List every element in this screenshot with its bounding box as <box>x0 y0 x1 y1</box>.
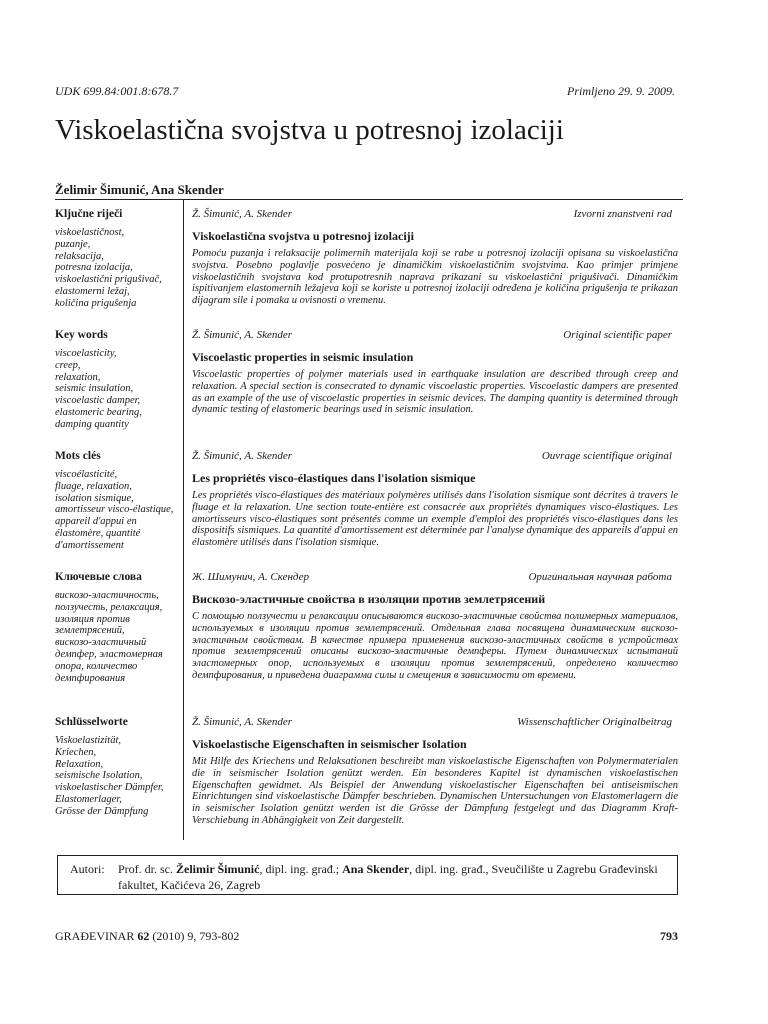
keyword: élastomère, quantité <box>55 527 141 539</box>
keywords-ru <box>55 571 175 684</box>
keyword: viskoelastičnost, <box>55 227 125 238</box>
keyword: elastomeric bearing, <box>55 406 142 418</box>
keywords-title: Schlüsselworte <box>55 716 128 728</box>
authors-label: Autori: <box>70 862 105 876</box>
section-abstract: Mit Hilfe des Kriechens und Relaksationen beschreibt man viskoelastische Eigenschaften von Polymermaterialen die in seismischer Isolation genützt werden. Ein besonderes Kapitel ist dynamischen viskoelastischen Eigenschaften gewidmet. Als Beispiel der Anwendung viskoelastischer Eigenschaften bei antiseismischen Einrichtungen sind viskoelastische Dämpfer beschrieben. Dynamischen Untersuchungen von Elastomerlagern die in seismischer Isolation genützt werden ist die Grösse der Dämpfung festgelegt und das Diagramm Kraft- Verschiebung in Abhängigkeit von Zeit dargestellt. <box>192 756 678 826</box>
keyword: viskoelastični prigušivač, <box>55 274 162 286</box>
section-title: Viskoelastische Eigenschaften in seismischer Isolation <box>192 737 467 751</box>
section-meta <box>192 208 678 222</box>
section-authors: Ž. Šimunić, A. Skender <box>192 716 293 728</box>
section-title: Вискозо-эластичные свойства в изоляции против землетрясений <box>192 592 546 606</box>
paper-title: Viskoelastična svojstva u potresnoj izolaciji <box>55 114 564 146</box>
keyword: amortisseur visco-élastique, <box>55 504 174 516</box>
author-affiliation <box>118 861 667 893</box>
keyword: вискозо-эластичный <box>55 637 147 649</box>
section-meta <box>192 716 678 730</box>
keywords-de <box>55 716 175 818</box>
paper-authors: Želimir Šimunić, Ana Skender <box>55 182 224 197</box>
keyword: viscoélasticité, <box>55 469 118 480</box>
keyword: Elastomerlager, <box>55 793 122 805</box>
paper-type: Original scientific paper <box>563 329 672 341</box>
keywords-hr <box>55 208 175 310</box>
author1-title: Prof. dr. sc. <box>118 862 173 876</box>
keyword: elastomerni ležaj, <box>55 285 130 297</box>
keyword: Viskoelastizität, <box>55 735 122 746</box>
section-meta <box>192 329 678 343</box>
paper-type: Ouvrage scientifique original <box>541 450 672 462</box>
header-row <box>55 84 675 98</box>
author2-affiliation: , dipl. ing. građ., Sveučilište u Zagrebu Građevinski fakultet, Kačićeva 26, Zagreb <box>118 862 658 892</box>
keyword: potresna izolacija, <box>55 262 133 274</box>
section-abstract: Les propriétés visco-élastiques des matériaux polymères utilisés dans l'isolation sismique sont décrites à travers le fluage et la relaxation. Une section toute-entière est consacrée aux propriétés dynamiques visco-élastiques. Les amortisseurs visco-élastiques sont présentés comme un exemple d'emploi des propriétés visco-élastiques dans les dispositifs sismiques. La quantité d'amortissement est déterminée par l'analyse dynamique des appareils d'appui en élastomère utilisés dans l'isolation sismique. <box>192 490 678 549</box>
keyword: damping quantity <box>55 418 129 430</box>
keyword: viscoelasticity, <box>55 348 117 359</box>
author1-degree: , dipl. ing. građ.; <box>259 862 340 876</box>
section-meta <box>192 450 678 464</box>
keywords-title: Key words <box>55 329 108 341</box>
keyword: viscoelastic damper, <box>55 395 141 407</box>
keywords-title: Ključne riječi <box>55 208 123 220</box>
keyword: землетрясений, <box>55 625 125 637</box>
section-title: Viscoelastic properties in seismic insulation <box>192 350 414 364</box>
section-meta <box>192 571 678 585</box>
author2-name: Ana Skender <box>342 862 410 876</box>
keyword: isolation sismique, <box>55 492 134 504</box>
keyword: демпфер, эластомерная <box>55 648 163 660</box>
keyword: d'amortissement <box>55 539 124 551</box>
paper-type: Izvorni znanstveni rad <box>573 208 672 220</box>
keyword: вискозо-эластичность, <box>55 590 159 601</box>
column-divider <box>183 200 184 840</box>
udk-code: UDK 699.84:001.8:678.7 <box>55 84 179 98</box>
keyword: демпфирования <box>55 672 126 684</box>
author1-name: Želimir Šimunić <box>176 862 260 876</box>
abstract-section-en <box>192 329 678 416</box>
received-date: Primljeno 29. 9. 2009. <box>567 84 675 98</box>
keyword: Grösse der Dämpfung <box>55 805 149 817</box>
keyword: puzanje, <box>55 238 91 250</box>
keywords-fr <box>55 450 175 552</box>
section-abstract: С помощью ползучести и релаксации описываются вискозо-эластичные свойства полимерных материалов, используемых в изоляции против землетрясений. Отдельная глава посвящена динамическим вискозо-эластичным свойствам. В качестве примера применения вискозо-эластичных свойств в устройствах против землетрясений описаны вискозо-эластичные демпферы. Путем динамических испытаний эластомерных опор, используемых в изоляции против землетрясений, определено количество демпфирования, и приведена диаграмма силы и смещения в зависимости от времени. <box>192 611 678 681</box>
section-authors: Ž. Šimunić, A. Skender <box>192 450 293 462</box>
keyword: fluage, relaxation, <box>55 480 132 492</box>
paper-type: Оригинальная научная работа <box>528 571 672 583</box>
paper-type: Wissenschaftlicher Originalbeitrag <box>517 716 672 728</box>
keyword: изоляция против <box>55 613 130 625</box>
keyword: appareil d'appui en <box>55 516 137 528</box>
keyword: Kriechen, <box>55 746 97 758</box>
keyword: relaksacija, <box>55 250 104 262</box>
keyword: relaxation, <box>55 371 101 383</box>
abstract-section-hr <box>192 208 678 307</box>
abstract-section-fr <box>192 450 678 549</box>
journal-citation <box>55 929 239 944</box>
keywords-title: Mots clés <box>55 450 101 462</box>
section-authors: Ж. Шимунич, А. Скендер <box>192 571 310 583</box>
keyword: Relaxation, <box>55 758 104 770</box>
keyword: creep, <box>55 359 81 371</box>
section-abstract: Viscoelastic properties of polymer materials used in earthquake insulation are described through creep and relaxation. A special section is consecrated to dynamic viscoelastic properties. Viscoelastic dampers are presented as an example of the use of viscoelastic properties in seismic devices. The damping quantity is determined through dynamic testing of elastomeric bearings used in seismic insulation. <box>192 369 678 416</box>
page-number: 793 <box>660 929 678 943</box>
keyword: viskoelastischer Dämpfer, <box>55 782 164 794</box>
header-divider <box>55 199 683 200</box>
section-abstract: Pomoću puzanja i relaksacije polimernih materijala koji se rabe u potresnoj izolaciji opisana su viskoelastična svojstva. Posebno poglavlje posvećeno je dinamičkim viskoelastičnim svojstvima. Kao primjer primjene viskoelastičnih svojstava kod protupotresnih naprava prikazani su viskoelastični prigušivači. Dinamičkim ispitivanjem elastomernih ležajeva koji se koriste u potresnoj izolaciji određena je količina prigušenja te prikazan dijagram sile i pomaka u ovisnosti o vremenu. <box>192 248 678 307</box>
section-title: Viskoelastična svojstva u potresnoj izolaciji <box>192 229 414 243</box>
section-authors: Ž. Šimunić, A. Skender <box>192 208 293 220</box>
journal-issue-pages: (2010) 9, 793-802 <box>149 929 240 943</box>
section-authors: Ž. Šimunić, A. Skender <box>192 329 293 341</box>
keyword: seismic insulation, <box>55 383 134 395</box>
keywords-en <box>55 329 175 431</box>
section-title: Les propriétés visco-élastiques dans l'isolation sismique <box>192 471 476 485</box>
keyword: ползучесть, релаксация, <box>55 601 163 613</box>
journal-name: GRAĐEVINAR <box>55 929 135 943</box>
keyword: količina prigušenja <box>55 297 137 309</box>
abstract-section-ru <box>192 571 678 682</box>
journal-volume: 62 <box>137 929 150 943</box>
keywords-title: Ключевые слова <box>55 571 142 583</box>
keyword: опора, количество <box>55 660 138 672</box>
keyword: seismische Isolation, <box>55 770 143 782</box>
abstract-section-de <box>192 716 678 827</box>
author-info-box <box>57 855 678 895</box>
